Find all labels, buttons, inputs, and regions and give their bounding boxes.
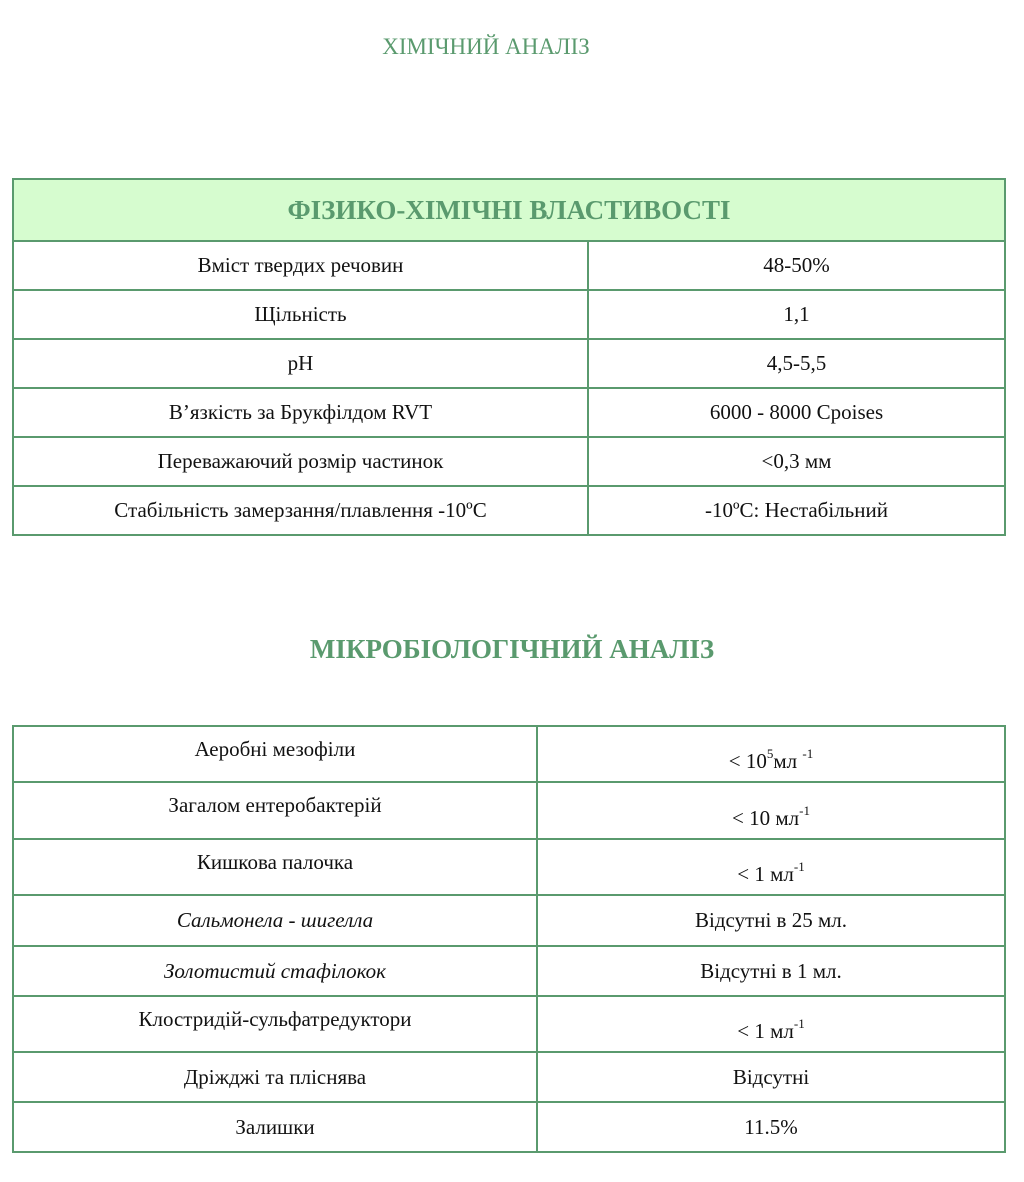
table-row [13, 996, 1005, 1052]
table-row [13, 339, 1005, 388]
table-row [13, 726, 1005, 782]
test-value [537, 1052, 1005, 1102]
value-text: Відсутні [732, 1064, 810, 1089]
test-label [13, 782, 537, 839]
test-label [13, 946, 537, 996]
table-row [13, 388, 1005, 437]
property-value: 6000 - 8000 Cpoises [588, 388, 1005, 437]
property-value: 4,5-5,5 [588, 339, 1005, 388]
physchem-table [12, 178, 1006, 536]
test-value [537, 946, 1005, 996]
table-row [13, 1052, 1005, 1102]
value-text: < 10 мл [732, 805, 800, 830]
property-value: 48-50% [588, 241, 1005, 290]
test-label [13, 726, 537, 782]
table-row [13, 895, 1005, 946]
value-text: Відсутні в 1 мл. [700, 958, 842, 983]
table-row [13, 782, 1005, 839]
table-row [13, 946, 1005, 996]
superscript: 5 [766, 746, 774, 761]
property-label: Стабільність замерзання/плавлення -10ºC [13, 486, 588, 535]
property-label: Вміст твердих речовин [13, 241, 588, 290]
test-value [537, 782, 1005, 839]
test-value [537, 839, 1005, 895]
page-title: ХІМІЧНИЙ АНАЛІЗ [382, 34, 590, 59]
value-text: < 1 мл [737, 862, 794, 886]
table-row [13, 839, 1005, 895]
value-text: 11.5% [744, 1114, 798, 1139]
table-row [13, 290, 1005, 339]
test-label-text: Дріжджі та пліснява [183, 1064, 367, 1089]
test-value [537, 726, 1005, 782]
property-value: -10ºC: Нестабільний [588, 486, 1005, 535]
property-label: pH [13, 339, 588, 388]
test-label-text: Кишкова палочка [196, 850, 354, 874]
test-value [537, 895, 1005, 946]
test-label-text: Загалом ентеробактерій [168, 793, 382, 817]
table-row [13, 241, 1005, 290]
superscript: -1 [802, 746, 814, 761]
value-text: мл [773, 749, 803, 773]
property-value: <0,3 мм [588, 437, 1005, 486]
test-label [13, 996, 537, 1052]
value-text: < 10 [728, 749, 767, 773]
micro-table [12, 725, 1006, 1153]
value-text: Відсутні в 25 мл. [694, 908, 847, 932]
physchem-header: ФІЗИКО-ХІМІЧНІ ВЛАСТИВОСТІ [13, 179, 1005, 241]
test-label [13, 1052, 537, 1102]
property-label: Переважаючий розмір частинок [13, 437, 588, 486]
test-label-text: Клостридій-сульфатредуктори [138, 1007, 412, 1031]
table-row [13, 486, 1005, 535]
superscript: -1 [793, 1016, 805, 1031]
test-label-text: Залишки [235, 1114, 315, 1139]
test-label-text: Аеробні мезофіли [194, 737, 356, 761]
property-label: В’язкість за Брукфілдом RVT [13, 388, 588, 437]
superscript: -1 [793, 859, 805, 874]
test-label [13, 1102, 537, 1152]
table-row [13, 437, 1005, 486]
property-value: 1,1 [588, 290, 1005, 339]
test-value [537, 996, 1005, 1052]
micro-title: МІКРОБІОЛОГІЧНИЙ АНАЛІЗ [309, 634, 715, 664]
value-text: < 1 мл [737, 1019, 794, 1043]
property-label: Щільність [13, 290, 588, 339]
superscript: -1 [799, 802, 810, 818]
test-label-text: Сальмонела - шигелла [176, 908, 374, 932]
test-value [537, 1102, 1005, 1152]
test-label-text: Золотистий стафілокок [164, 958, 386, 983]
test-label [13, 839, 537, 895]
test-label [13, 895, 537, 946]
table-row [13, 1102, 1005, 1152]
